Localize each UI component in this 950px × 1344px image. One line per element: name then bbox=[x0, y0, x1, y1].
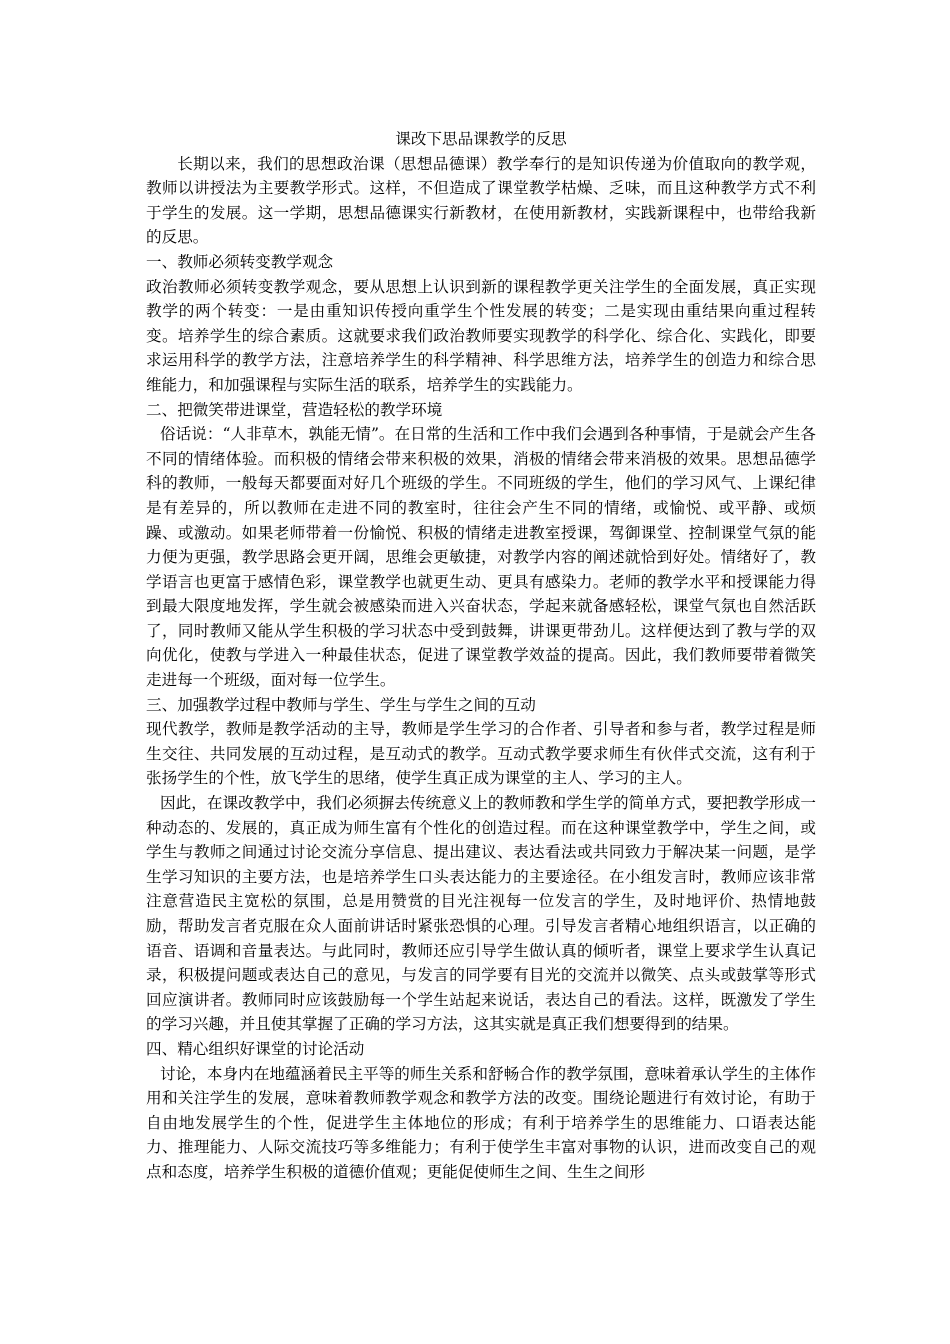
document-page bbox=[146, 127, 816, 1185]
paragraph: 现代教学，教师是教学活动的主导，教师是学生学习的合作者、引导者和参与者，教学过程是师生交往、共同发展的互动过程，是互动式的教学。互动式教学要求师生有伙伴式交流，这有利于张扬学生的个性，放飞学生的思绪，使学生真正成为课堂的主人、学习的主人。 bbox=[146, 720, 816, 788]
section-heading: 三、加强教学过程中教师与学生、学生与学生之间的互动 bbox=[146, 695, 536, 714]
section-heading: 四、精心组织好课堂的讨论活动 bbox=[146, 1039, 365, 1058]
section-heading: 二、把微笑带进课堂，营造轻松的教学环境 bbox=[146, 400, 443, 419]
document-title: 课改下思品课教学的反思 bbox=[395, 130, 567, 148]
paragraph: 讨论，本身内在地蕴涵着民主平等的师生关系和舒畅合作的教学氛围，意味着承认学生的主体作用和关注学生的发展，意味着教师教学观念和教学方法的改变。围绕论题进行有效讨论，有助于自由地发展学生的个性，促进学生主体地位的形成；有利于培养学生的思维能力、口语表达能力、推理能力、人际交流技巧等多维能力；有利于使学生丰富对事物的认识，进而改变自己的观点和态度，培养学生积极的道德价值观；更能促使师生之间、生生之间形 bbox=[146, 1064, 816, 1181]
document-body bbox=[146, 152, 816, 1185]
section-heading: 一、教师必须转变教学观念 bbox=[146, 252, 334, 271]
paragraph: 长期以来，我们的思想政治课（思想品德课）教学奉行的是知识传递为价值取向的教学观，教师以讲授法为主要教学形式。这样，不但造成了课堂教学枯燥、乏味，而且这种教学方式不利于学生的发展。这一学期，思想品德课实行新教材，在使用新教材，实践新课程中，也带给我新的反思。 bbox=[146, 154, 816, 247]
paragraph: 俗话说：“人非草木，孰能无情”。在日常的生活和工作中我们会遇到各种事情，于是就会产生各不同的情绪体验。而积极的情绪会带来积极的效果，消极的情绪会带来消极的效果。思想品德学科的教师，一般每天都要面对好几个班级的学生。不同班级的学生，他们的学习风气、上课纪律是有差异的，所以教师在走进不同的教室时，往往会产生不同的情绪，或愉悦、或平静、或烦躁、或激动。如果老师带着一份愉悦、积极的情绪走进教室授课，驾御课堂、控制课堂气氛的能力便为更强，教学思路会更开阔，思维会更敏捷，对教学内容的阐述就恰到好处。情绪好了，教学语言也更富于感情色彩，课堂教学也就更生动、更具有感染力。老师的教学水平和授课能力得到最大限度地发挥，学生就会被感染而进入兴奋状态，学起来就备感轻松，课堂气氛也自然活跃了，同时教师又能从学生积极的学习状态中受到鼓舞，讲课更带劲儿。这样便达到了教与学的双向优化，使教与学进入一种最佳状态，促进了课堂教学效益的提高。因此，我们教师要带着微笑走进每一个班级，面对每一位学生。 bbox=[146, 425, 816, 690]
paragraph: 政治教师必须转变教学观念，要从思想上认识到新的课程教学更关注学生的全面发展，真正实现教学的两个转变：一是由重知识传授向重学生个性发展的转变；二是实现由重结果向重过程转变。培养学生的综合素质。这就要求我们政治教师要实现教学的科学化、综合化、实践化，即要求运用科学的教学方法，注意培养学生的科学精神、科学思维方法，培养学生的创造力和综合思维能力，和加强课程与实际生活的联系，培养学生的实践能力。 bbox=[146, 277, 816, 394]
paragraph: 因此，在课改教学中，我们必须摒去传统意义上的教师教和学生学的简单方式，要把教学形成一种动态的、发展的，真正成为师生富有个性化的创造过程。而在这种课堂教学中，学生之间，或学生与教师之间通过讨论交流分享信息、提出建议、表达看法或共同致力于解决某一问题，是学生学习知识的主要方法，也是培养学生口头表达能力的主要途径。在小组发言时，教师应该非常注意营造民主宽松的氛围，总是用赞赏的目光注视每一位发言的学生，及时地评价、热情地鼓励，帮助发言者克服在众人面前讲话时紧张恐惧的心理。引导发言者精心地组织语言，以正确的语音、语调和音量表达。与此同时，教师还应引导学生做认真的倾听者，课堂上要求学生认真记录，积极提问题或表达自己的意见，与发言的同学要有目光的交流并以微笑、点头或鼓掌等形式回应演讲者。教师同时应该鼓励每一个学生站起来说话，表达自己的看法。这样，既激发了学生的学习兴趣，并且使其掌握了正确的学习方法，这其实就是真正我们想要得到的结果。 bbox=[146, 794, 816, 1034]
